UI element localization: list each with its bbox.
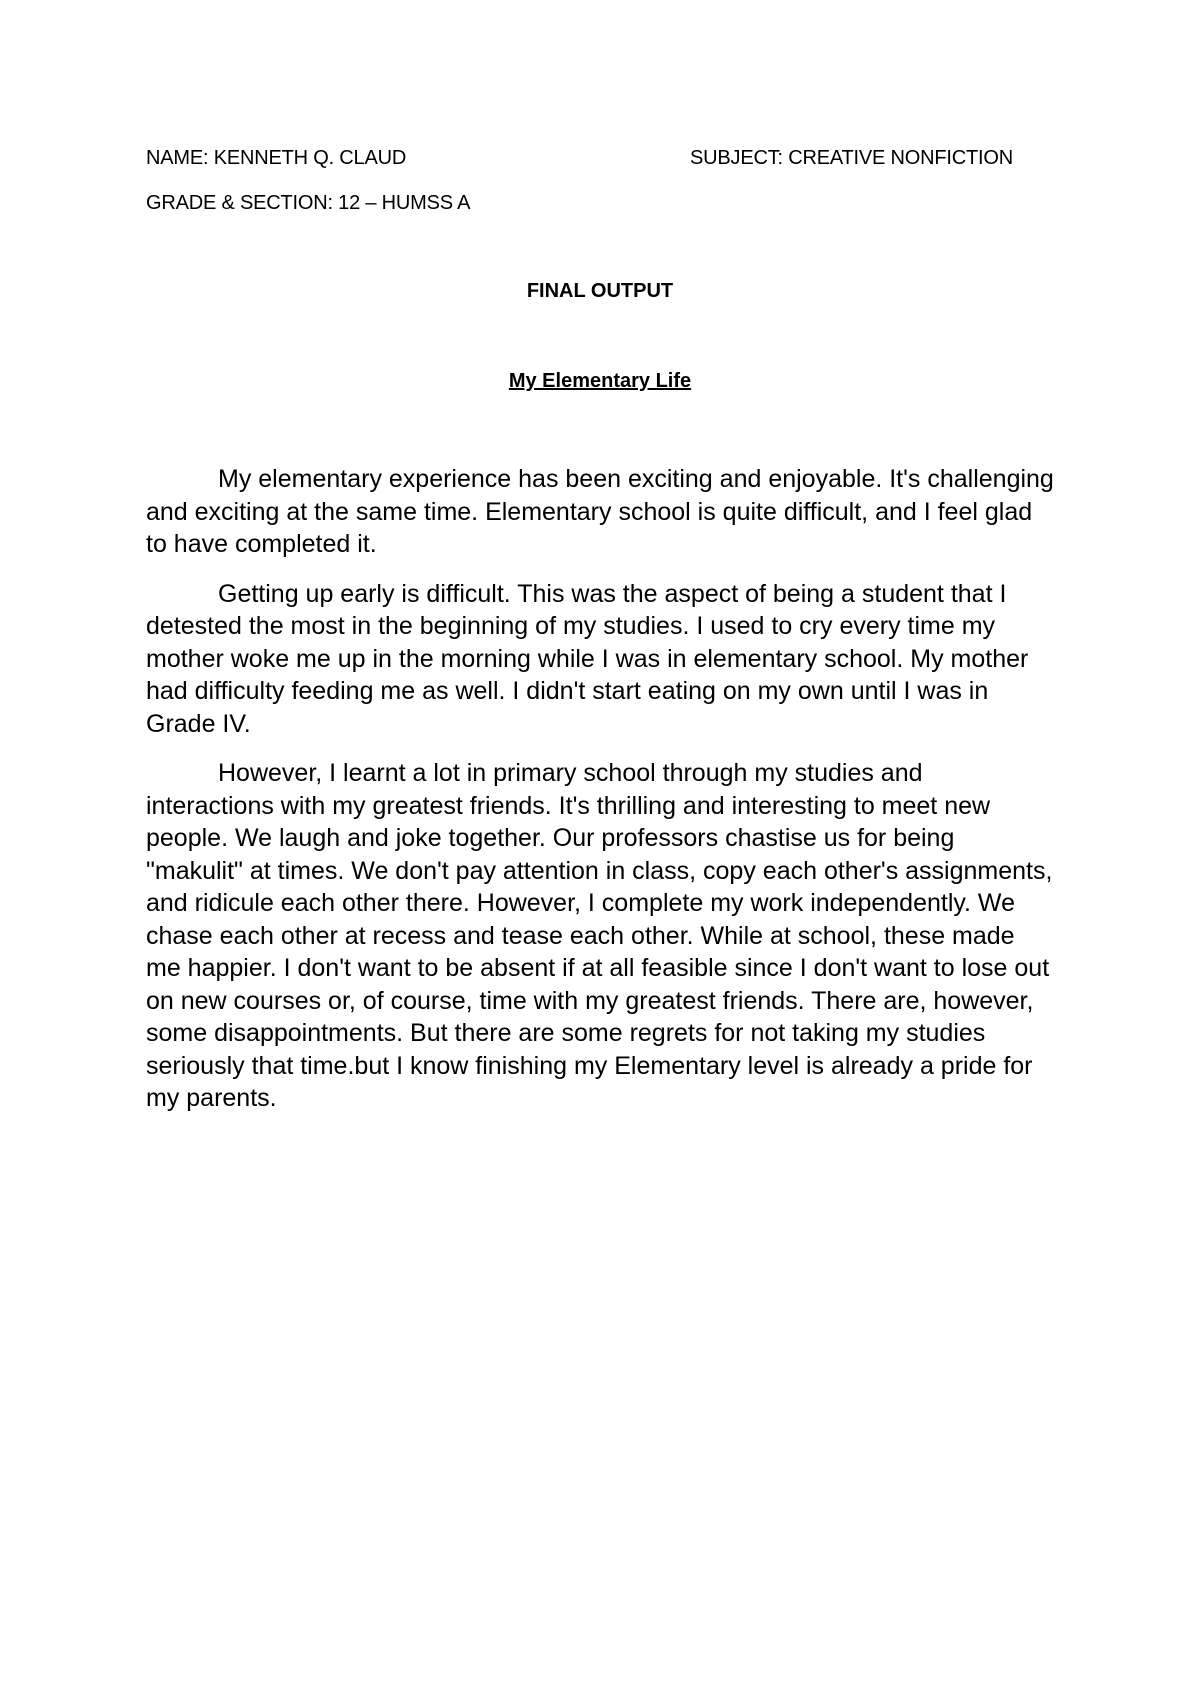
grade-section-label: GRADE & SECTION: 12 – HUMSS A xyxy=(146,192,471,214)
student-name: NAME: KENNETH Q. CLAUD xyxy=(146,147,407,169)
paragraph-3: However, I learnt a lot in primary school through my studies and interactions with my greatest friends. It's thrilling and interesting to meet new people. We laugh and joke together. Our professors chastise us for being "makulit" at times. We don't pay attention in class, copy each other's assignments, and ridicule each other there. However, I complete my work independently. We chase each other at recess and tease each other. While at school, these made me happier. I don't want to be absent if at all feasible since I don't want to lose out on new courses or, of course, time with my greatest friends. There are, however, some disappointments. But there are some regrets for not taking my studies seriously that time.but I know finishing my Elementary level is already a pride for my parents. xyxy=(146,759,1053,1112)
subject-label: SUBJECT: CREATIVE NONFICTION xyxy=(690,147,1013,169)
paragraph-2: Getting up early is difficult. This was the aspect of being a student that I detested the most in the beginning of my studies. I used to cry every time my mother woke me up in the morning while I was in elementary school. My mother had difficulty feeding me as well. I didn't start eating on my own until I was in Grade IV. xyxy=(146,579,1029,738)
essay-title: My Elementary Life xyxy=(508,370,692,392)
document-heading: FINAL OUTPUT xyxy=(526,280,674,302)
essay-body xyxy=(146,463,1056,1132)
paragraph-1: My elementary experience has been exciting and enjoyable. It's challenging and exciting at the same time. Elementary school is quite difficult, and I feel glad to have completed it. xyxy=(146,465,1054,558)
